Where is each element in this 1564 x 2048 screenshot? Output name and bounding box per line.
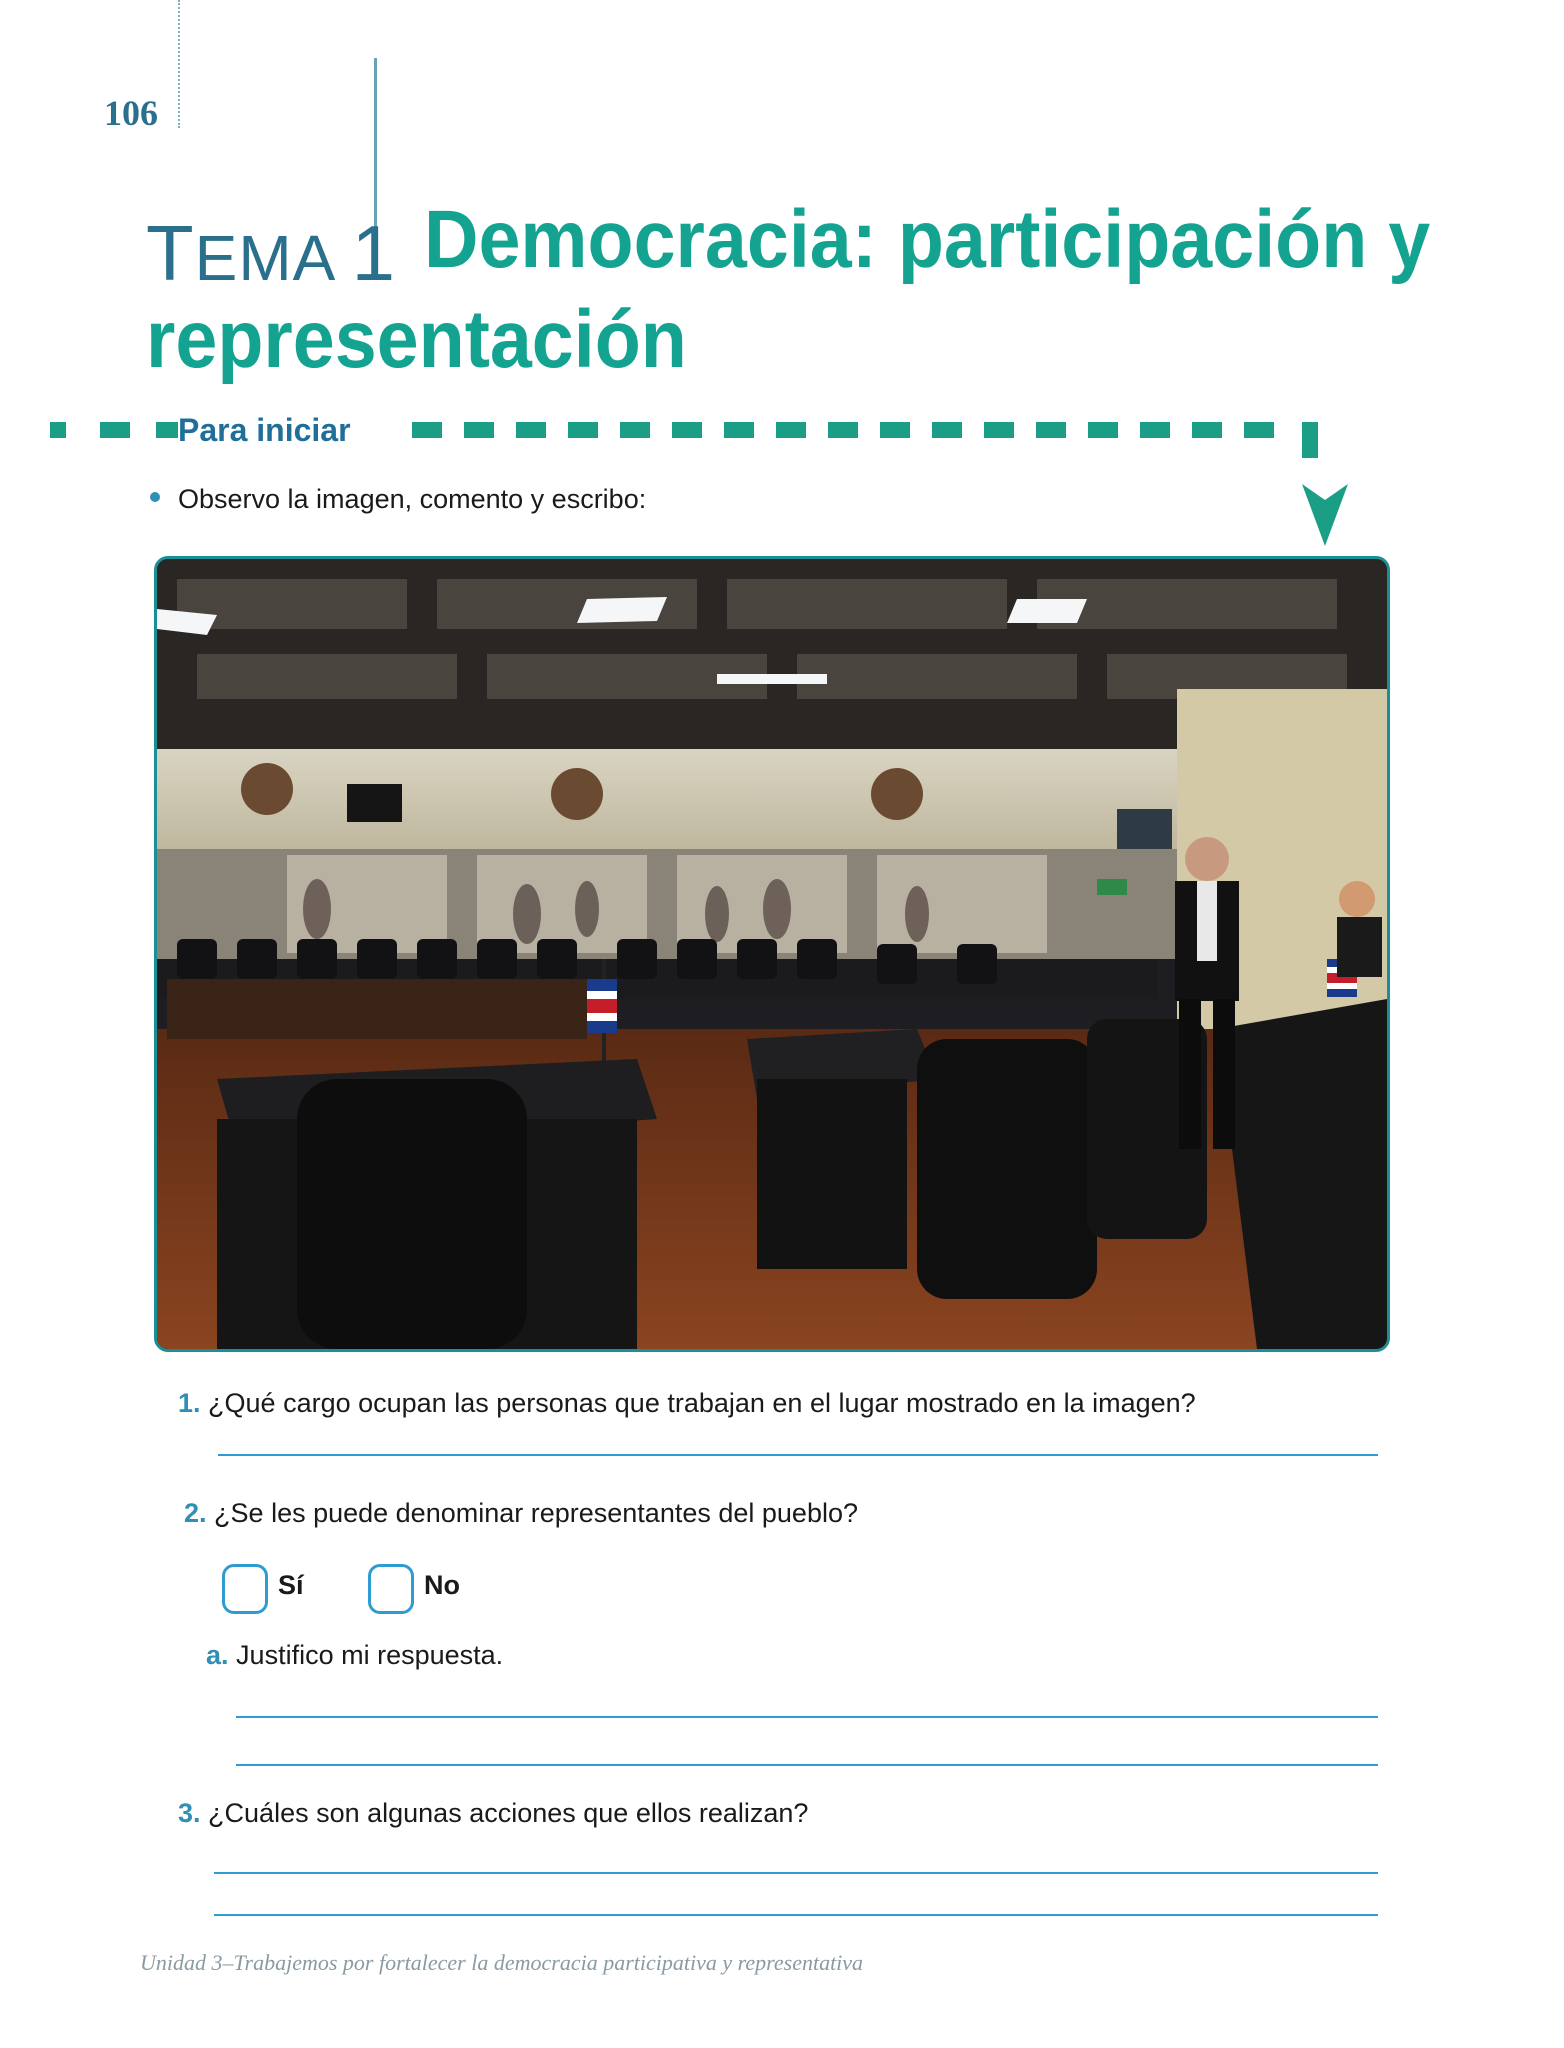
- divider-down-segment: [1302, 438, 1318, 458]
- no-label: No: [424, 1570, 460, 1600]
- answer-line-q3-2[interactable]: [214, 1914, 1378, 1916]
- page-number: 106: [104, 93, 158, 133]
- tema-label: [146, 208, 396, 299]
- page-title-line-1: Democracia: participación y: [424, 194, 1431, 285]
- question-1: [178, 1388, 1196, 1419]
- answer-line-q2a-2[interactable]: [236, 1764, 1378, 1766]
- tema-label-initial: T: [146, 209, 195, 297]
- chamber-illustration: [157, 559, 1387, 1349]
- yes-checkbox[interactable]: [222, 1564, 268, 1614]
- sub-question-a-text: Justifico mi respuesta.: [236, 1640, 504, 1670]
- question-3-text: ¿Cuáles son algunas acciones que ellos realizan?: [208, 1798, 809, 1828]
- question-1-number: 1.: [178, 1388, 201, 1418]
- instruction-text: Observo la imagen, comento y escribo:: [178, 484, 647, 514]
- legislative-chamber-photo: [154, 556, 1390, 1352]
- question-2: [184, 1498, 858, 1529]
- section-label: Para iniciar: [178, 412, 361, 449]
- question-2-text: ¿Se les puede denominar representantes del pueblo?: [214, 1498, 858, 1528]
- tema-label-rest: EMA: [194, 222, 333, 294]
- sub-question-a: [206, 1640, 503, 1671]
- answer-line-q3-1[interactable]: [214, 1872, 1378, 1874]
- footer-unit-title: Unidad 3–Trabajemos por fortalecer la democracia participativa y representativa: [140, 1950, 864, 1975]
- question-2-number: 2.: [184, 1498, 207, 1528]
- bullet-icon: [150, 492, 160, 502]
- no-checkbox[interactable]: [368, 1564, 414, 1614]
- question-3: [178, 1798, 808, 1829]
- answer-line-q1[interactable]: [218, 1454, 1378, 1456]
- question-1-text: ¿Qué cargo ocupan las personas que trabajan en el lugar mostrado en la imagen?: [208, 1388, 1196, 1418]
- sub-question-a-letter: a.: [206, 1640, 229, 1670]
- page-title-line-2: representación: [146, 294, 687, 385]
- yes-label: Sí: [278, 1570, 304, 1600]
- dotted-margin-rule: [178, 0, 180, 128]
- tema-number: 1: [351, 209, 396, 297]
- answer-line-q2a-1[interactable]: [236, 1716, 1378, 1718]
- arrow-down-icon: [1302, 484, 1348, 546]
- question-3-number: 3.: [178, 1798, 201, 1828]
